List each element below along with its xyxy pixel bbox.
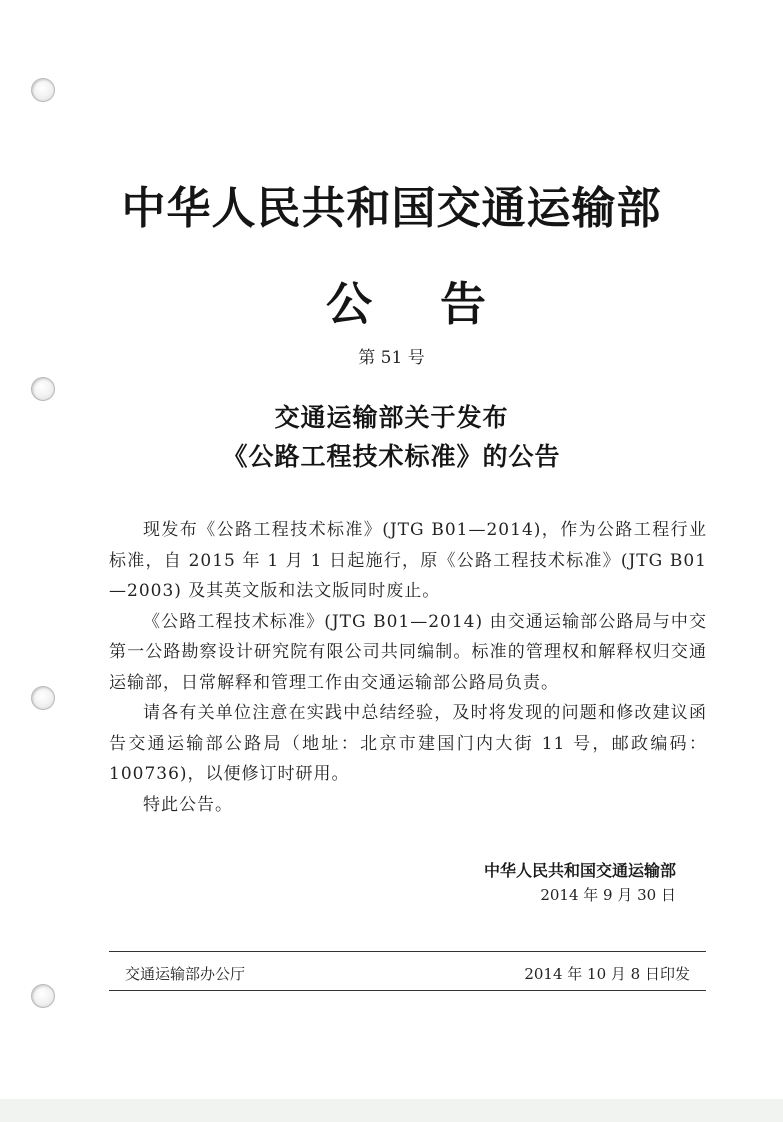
body-text <box>109 515 707 820</box>
doc-title-line-1: 交通运输部关于发布 <box>274 403 509 432</box>
doc-title-line-2: 《公路工程技术标准》的公告 <box>222 442 561 471</box>
footer-rule-top <box>109 951 706 952</box>
punch-hole-1 <box>31 78 55 102</box>
signature-organization: 中华人民共和国交通运输部 <box>483 861 676 880</box>
footer-print-date: 2014 年 10 月 8 日印发 <box>524 965 690 983</box>
notice-word-left: 公 <box>326 277 372 331</box>
body-paragraph-2: 《公路工程技术标准》(JTG B01—2014) 由交通运输部公路局与中交第一公路勘察设计研究院有限公司共同编制。标准的管理权和解释权归交通运输部，日常解释和管理工作由交通运输部公路局负责。 <box>109 611 707 693</box>
signature-date: 2014 年 9 月 30 日 <box>540 886 676 904</box>
body-paragraph-4: 特此公告。 <box>143 794 233 815</box>
punch-hole-4 <box>31 984 55 1008</box>
notice-word-right: 告 <box>440 277 486 331</box>
body-paragraph-1: 现发布《公路工程技术标准》(JTG B01—2014)，作为公路工程行业标准，自 2015 年 1 月 1 日起施行，原《公路工程技术标准》(JTG B01—2003) 及其英文版和法文版同时废止。 <box>109 520 707 601</box>
footer-rule-bottom <box>109 990 706 991</box>
footer-office: 交通运输部办公厅 <box>125 965 246 983</box>
notice-number: 第 51 号 <box>358 348 425 368</box>
scan-edge-strip <box>0 1099 783 1122</box>
body-paragraph-3: 请各有关单位注意在实践中总结经验，及时将发现的问题和修改建议函告交通运输部公路局（地址：北京市建国门内大街 11 号，邮政编码：100736)，以便修订时研用。 <box>109 703 707 784</box>
issuer-title: 中华人民共和国交通运输部 <box>121 183 662 234</box>
punch-hole-3 <box>31 686 55 710</box>
